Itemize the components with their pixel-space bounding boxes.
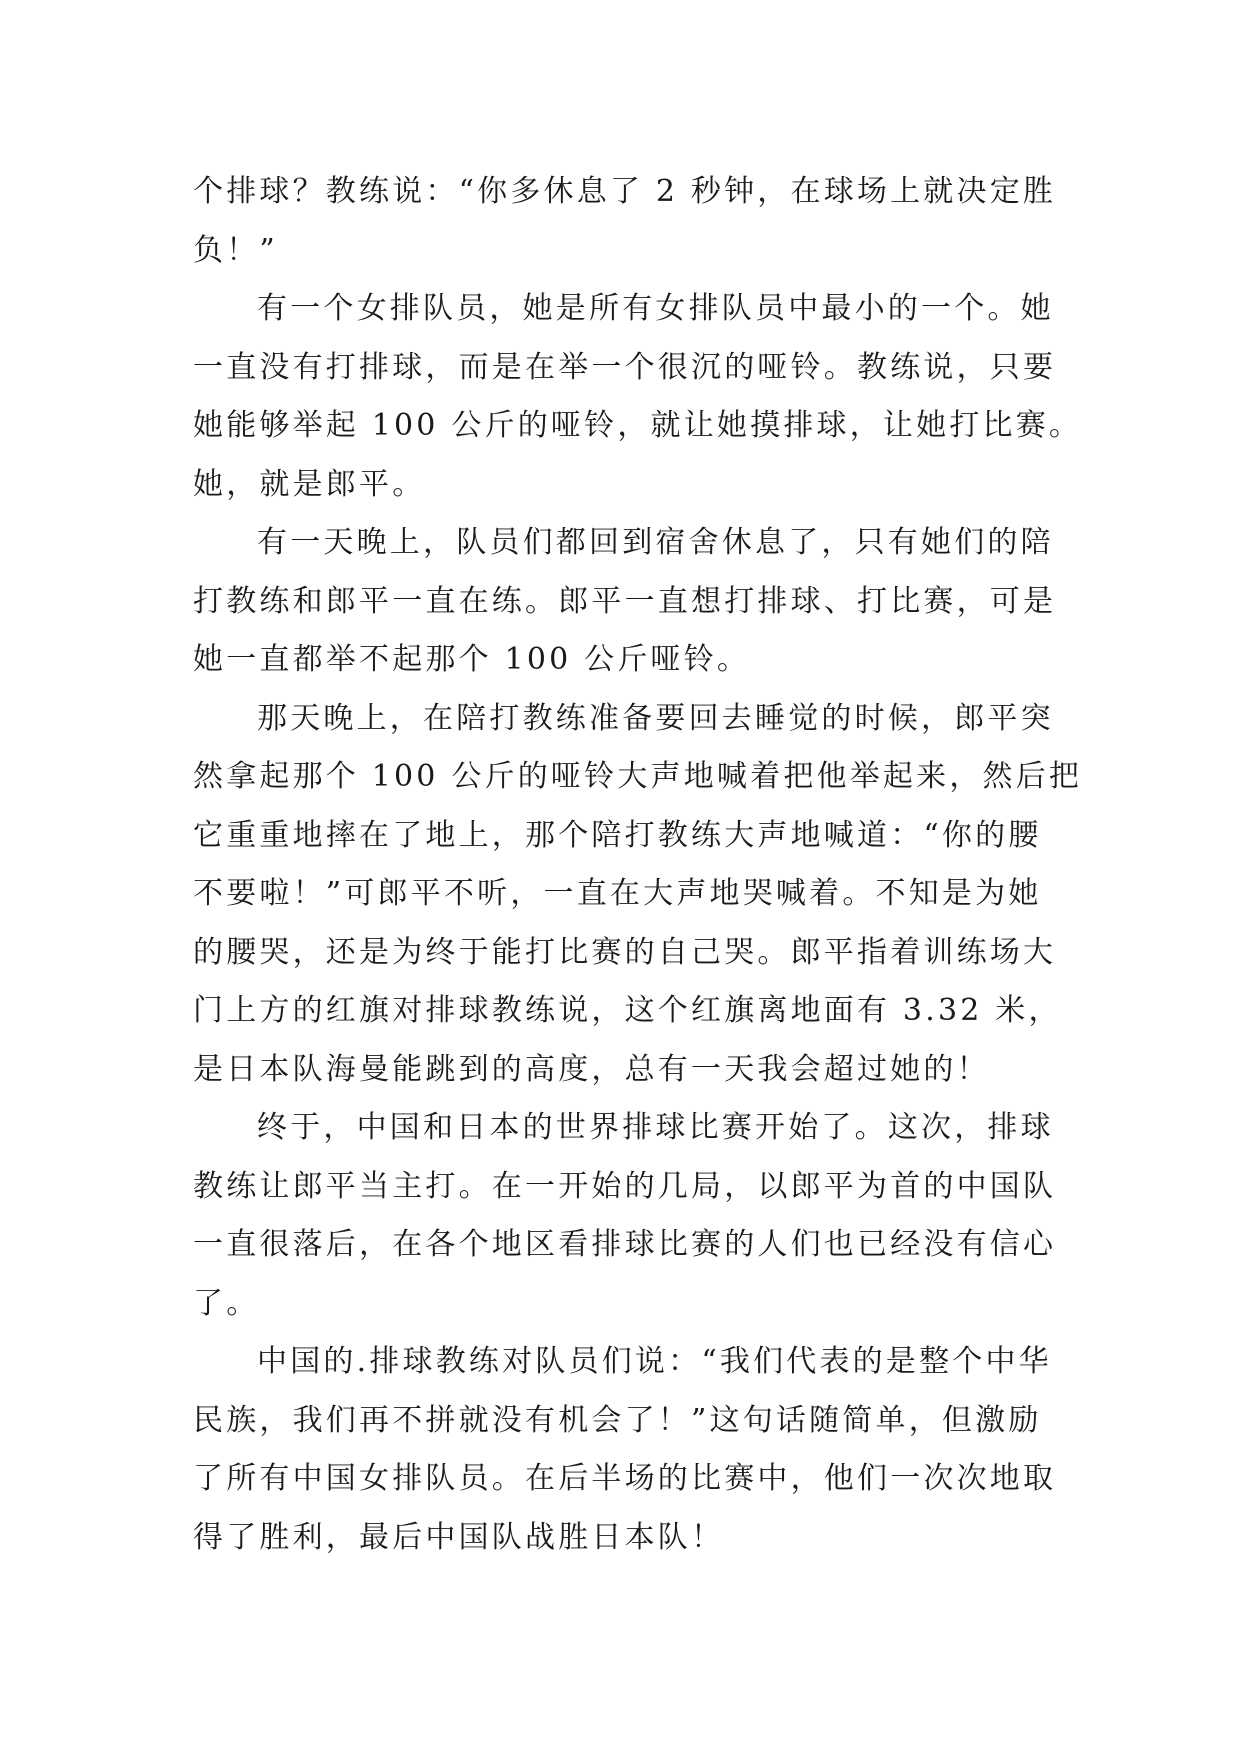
paragraph-start-line: 终于，中国和日本的世界排球比赛开始了。这次，排球 <box>257 1110 1054 1145</box>
paragraph-start-line: 中国的.排球教练对队员们说：“我们代表的是整个中华 <box>257 1344 1052 1379</box>
text-line: 不要啦！”可郎平不听，一直在大声地哭喊着。不知是为她 <box>193 876 1042 911</box>
text-line: 的腰哭，还是为终于能打比赛的自己哭。郎平指着训练场大 <box>193 934 1057 970</box>
text-line: 她能够举起 100 公斤的哑铃，就让她摸排球，让她打比赛。 <box>193 408 1083 443</box>
text-line: 她一直都举不起那个 100 公斤哑铃。 <box>193 642 751 677</box>
text-line: 教练让郎平当主打。在一开始的几局，以郎平为首的中国队 <box>193 1168 1057 1204</box>
text-line: 负！” <box>193 232 278 268</box>
text-line: 民族，我们再不拼就没有机会了！”这句话随简单，但激励 <box>193 1402 1042 1438</box>
text-line: 打教练和郎平一直在练。郎平一直想打排球、打比赛，可是 <box>193 583 1057 619</box>
text-line: 门上方的红旗对排球教练说，这个红旗离地面有 3.32 米， <box>193 993 1062 1028</box>
paragraph-start-line: 有一个女排队员，她是所有女排队员中最小的一个。她 <box>257 291 1054 326</box>
paragraph-start-line: 那天晚上，在陪打教练准备要回去睡觉的时候，郎平突 <box>257 700 1054 736</box>
text-line: 然拿起那个 100 公斤的哑铃大声地喊着把他举起来，然后把 <box>193 759 1083 794</box>
text-line: 是日本队海曼能跳到的高度，总有一天我会超过她的！ <box>193 1051 990 1087</box>
paragraph-start-line: 有一天晚上，队员们都回到宿舍休息了，只有她们的陪 <box>257 525 1054 560</box>
text-line: 她，就是郎平。 <box>193 466 426 502</box>
text-line: 个排球？教练说：“你多休息了 2 秒钟，在球场上就决定胜 <box>193 174 1057 209</box>
text-line: 一直没有打排球，而是在举一个很沉的哑铃。教练说，只要 <box>193 349 1057 385</box>
body-text <box>193 163 1083 1567</box>
text-line: 得了胜利，最后中国队战胜日本队！ <box>193 1519 725 1555</box>
text-line: 了所有中国女排队员。在后半场的比赛中，他们一次次地取 <box>193 1461 1057 1496</box>
text-line: 一直很落后，在各个地区看排球比赛的人们也已经没有信心 <box>193 1227 1057 1262</box>
text-line: 它重重地摔在了地上，那个陪打教练大声地喊道：“你的腰 <box>193 817 1042 853</box>
text-line: 了。 <box>193 1285 260 1321</box>
